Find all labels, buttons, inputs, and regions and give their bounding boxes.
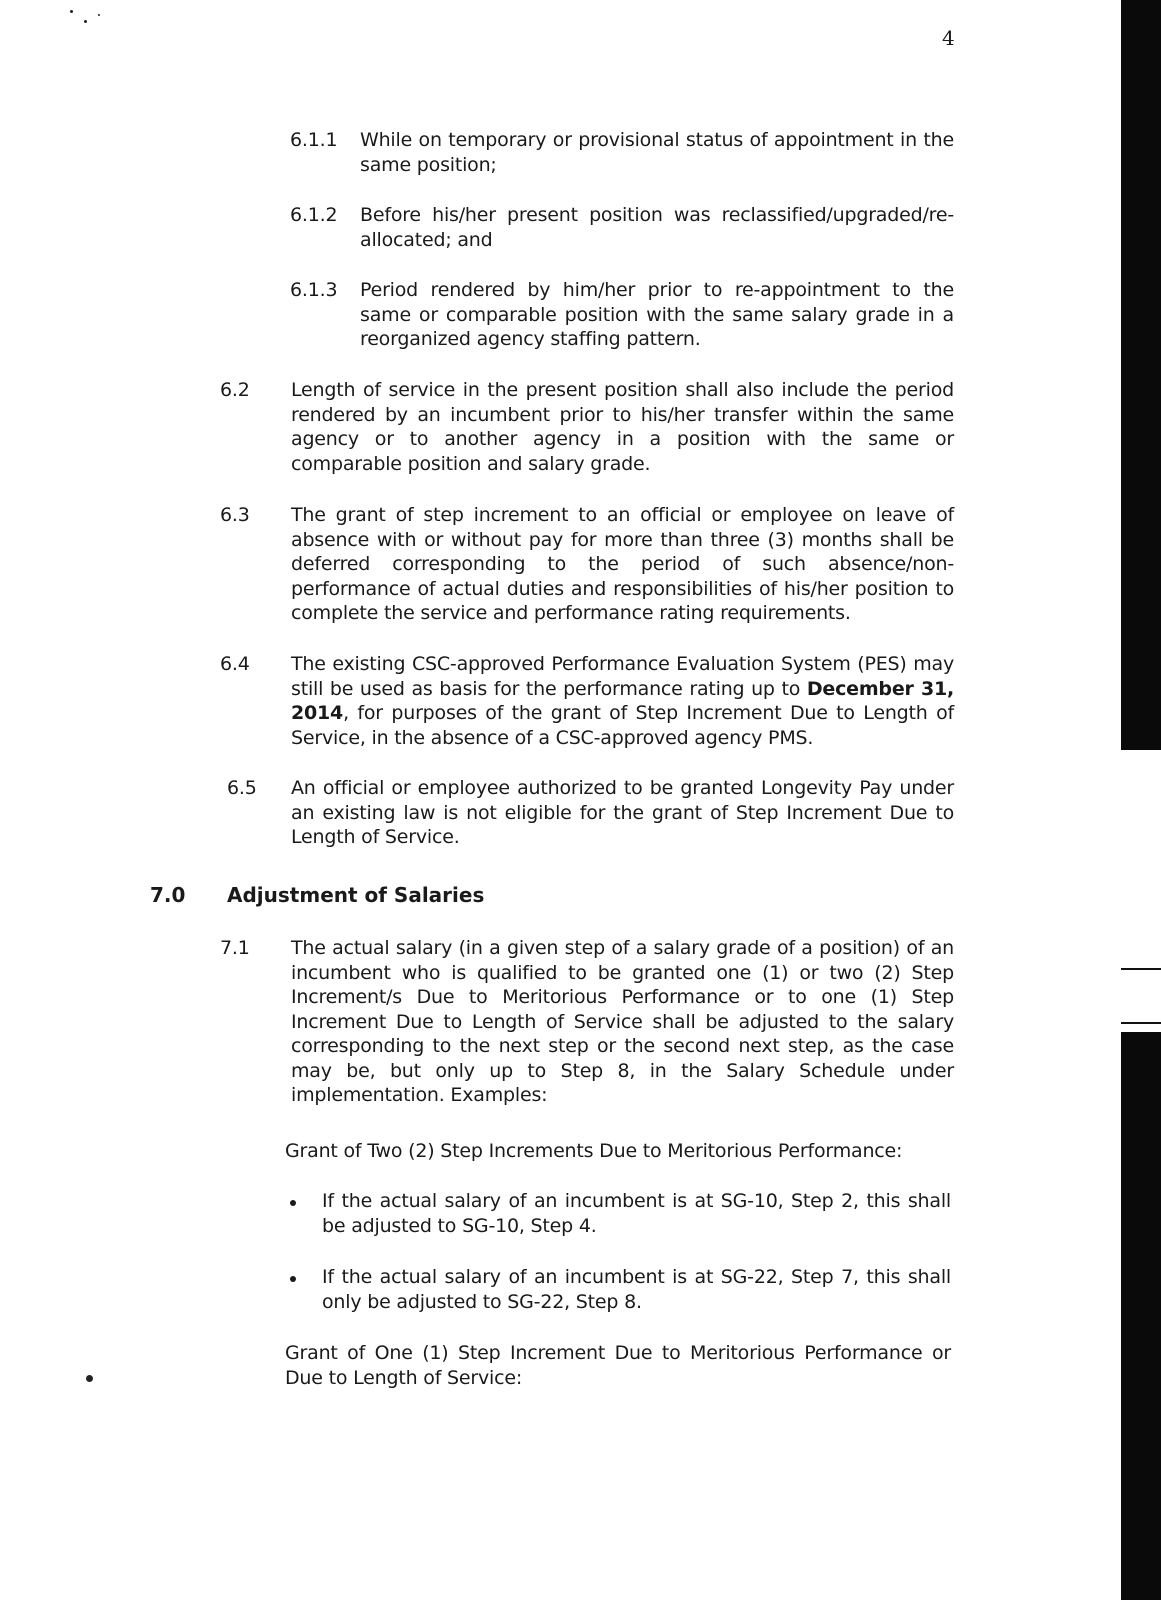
scan-speck (86, 1375, 93, 1382)
text-line: implementation. Examples: (291, 1084, 548, 1106)
page-number: 4 (942, 26, 955, 50)
text-line: comparable position and salary grade. (291, 452, 651, 475)
scan-edge-line (1121, 1022, 1161, 1024)
text-run: , for purposes of the grant of Step Increment Due to Length of (343, 702, 954, 724)
text-line: rendered by an incumbent prior to his/her transfer within the same (291, 403, 954, 426)
section-text (291, 936, 954, 1108)
text-line: absence with or without pay for more than three (3) months shall be (291, 528, 954, 551)
text-line: complete the service and performance rating requirements. (291, 602, 851, 624)
section-number: 7.1 (220, 937, 250, 959)
text-line: Increment/s Due to Meritorious Performance or to one (1) Step (291, 986, 954, 1008)
text-line: The grant of step increment to an official or employee on leave of (291, 504, 954, 526)
text-line: Length of service in the present position shall also include the period (291, 379, 954, 401)
scan-speck (70, 10, 73, 13)
text-line: performance of actual duties and responsibilities of his/her position to (291, 577, 954, 600)
text-line: only be adjusted to SG-22, Step 8. (322, 1290, 642, 1313)
text-line: Before his/her present position was reclassified/upgraded/re- (360, 204, 954, 226)
section-number: 6.1.2 (290, 204, 338, 226)
scan-speck (98, 14, 100, 16)
text-line: The existing CSC-approved Performance Evaluation System (PES) may (291, 653, 954, 675)
text-line: may be, but only up to Step 8, in the Salary Schedule under (291, 1059, 954, 1082)
text-run: still be used as basis for the performance rating up to (291, 677, 807, 700)
section-number: 6.5 (227, 777, 257, 799)
text-line: deferred corresponding to the period of such absence/non- (291, 553, 954, 575)
bullet-item (322, 1189, 951, 1238)
scan-edge-top (1121, 0, 1161, 750)
section-text (291, 378, 954, 476)
text-line: Length of Service. (291, 826, 460, 848)
text-line: incumbent who is qualified to be granted one (1) or two (2) Step (291, 961, 954, 984)
scan-speck (84, 20, 87, 23)
section-number: 6.3 (220, 504, 250, 526)
text-line: an existing law is not eligible for the grant of Step Increment Due to (291, 801, 954, 824)
example-one-intro (285, 1341, 951, 1390)
text-line: Increment Due to Length of Service shall be adjusted to the salary (291, 1010, 954, 1033)
section-number: 6.2 (220, 379, 250, 401)
text-line: If the actual salary of an incumbent is at SG-22, Step 7, this shall (322, 1266, 951, 1288)
section-text (360, 203, 954, 252)
section-text (360, 128, 954, 177)
text-line: The actual salary (in a given step of a salary grade of a position) of an (291, 937, 954, 959)
section-number-7-0: 7.0 (150, 883, 186, 907)
text-line: Grant of One (1) Step Increment Due to Meritorious Performance or (285, 1342, 951, 1364)
section-text (291, 776, 954, 850)
section-number: 6.1.1 (290, 129, 338, 151)
section-number: 6.4 (220, 653, 250, 675)
section-heading: Adjustment of Salaries (227, 883, 485, 907)
scan-edge-bottom (1121, 1032, 1161, 1600)
text-line: Period rendered by him/her prior to re-appointment to the (360, 279, 954, 301)
bullet-icon (290, 1200, 296, 1206)
bullet-icon (290, 1276, 296, 1282)
text-line (291, 701, 954, 726)
text-line: While on temporary or provisional status of appointment in the (360, 129, 954, 151)
bullet-item (322, 1265, 951, 1314)
text-line (291, 677, 954, 702)
text-line: corresponding to the next step or the second next step, as the case (291, 1035, 954, 1057)
text-line: same or comparable position with the same salary grade in a (360, 303, 954, 326)
bold-year: 2014 (291, 702, 344, 724)
scan-edge-line (1121, 968, 1161, 970)
text-line: agency or to another agency in a position with the same or (291, 428, 954, 450)
section-number: 6.1.3 (290, 279, 338, 301)
text-line: same position; (360, 153, 497, 176)
text-line: An official or employee authorized to be granted Longevity Pay under (291, 777, 954, 799)
bold-date: December 31, (806, 677, 954, 700)
example-two-intro: Grant of Two (2) Step Increments Due to Meritorious Performance: (285, 1140, 903, 1162)
section-text (360, 278, 954, 352)
text-line: Service, in the absence of a CSC-approved agency PMS. (291, 726, 814, 749)
text-line: allocated; and (360, 228, 493, 251)
section-text (291, 503, 954, 626)
section-text (291, 652, 954, 750)
text-line: be adjusted to SG-10, Step 4. (322, 1214, 597, 1237)
text-line: reorganized agency staffing pattern. (360, 328, 701, 350)
text-line: If the actual salary of an incumbent is at SG-10, Step 2, this shall (322, 1190, 951, 1212)
text-line: Due to Length of Service: (285, 1366, 523, 1389)
